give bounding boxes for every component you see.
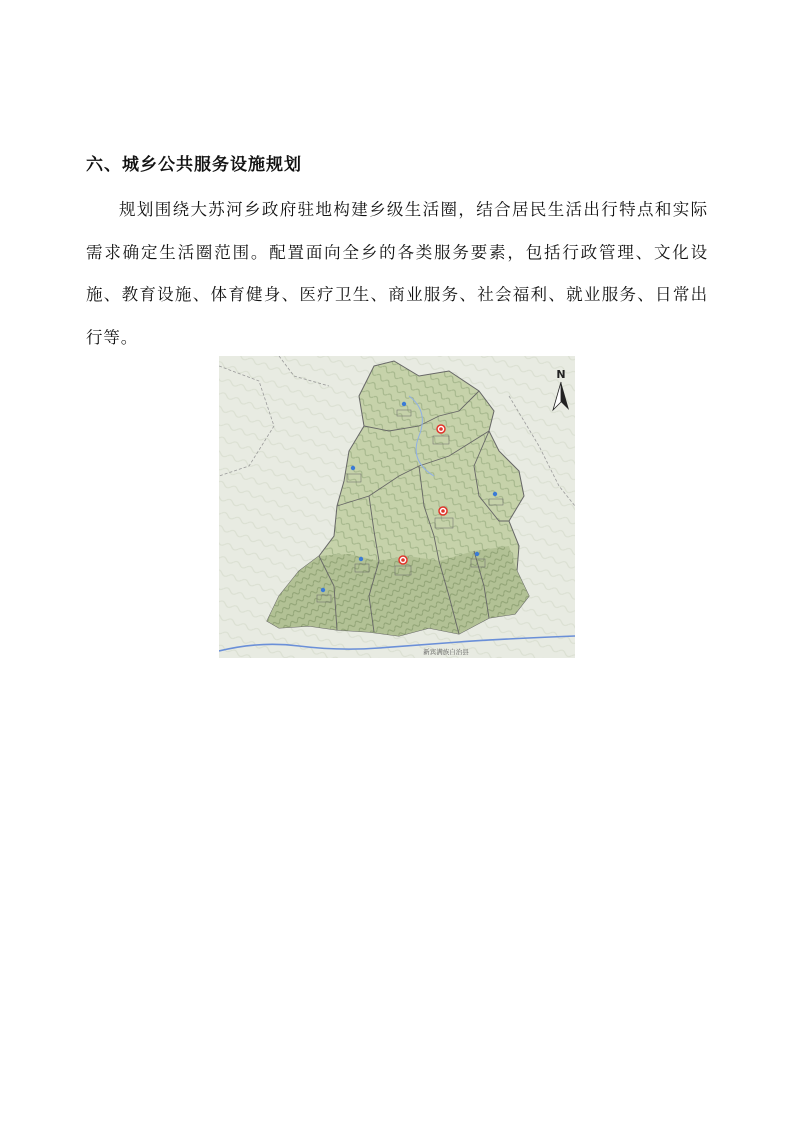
township-center-marker [439, 507, 447, 515]
map-bottom-label: 新宾满族自治县 [423, 648, 469, 656]
section-paragraph: 规划围绕大苏河乡政府驻地构建乡级生活圈，结合居民生活出行特点和实际需求确定生活圈范围。配置面向全乡的各类服务要素，包括行政管理、文化设施、教育设施、体育健身、医疗卫生、商业服务、社会福利、就业服务、日常出行等。 [86, 200, 708, 347]
section-heading: 六、城乡公共服务设施规划 [86, 155, 302, 175]
service-map-figure [219, 356, 575, 658]
township-center-marker [399, 556, 407, 564]
township-center-marker [437, 425, 445, 433]
service-map-svg [219, 356, 575, 658]
north-label: N [556, 368, 566, 381]
